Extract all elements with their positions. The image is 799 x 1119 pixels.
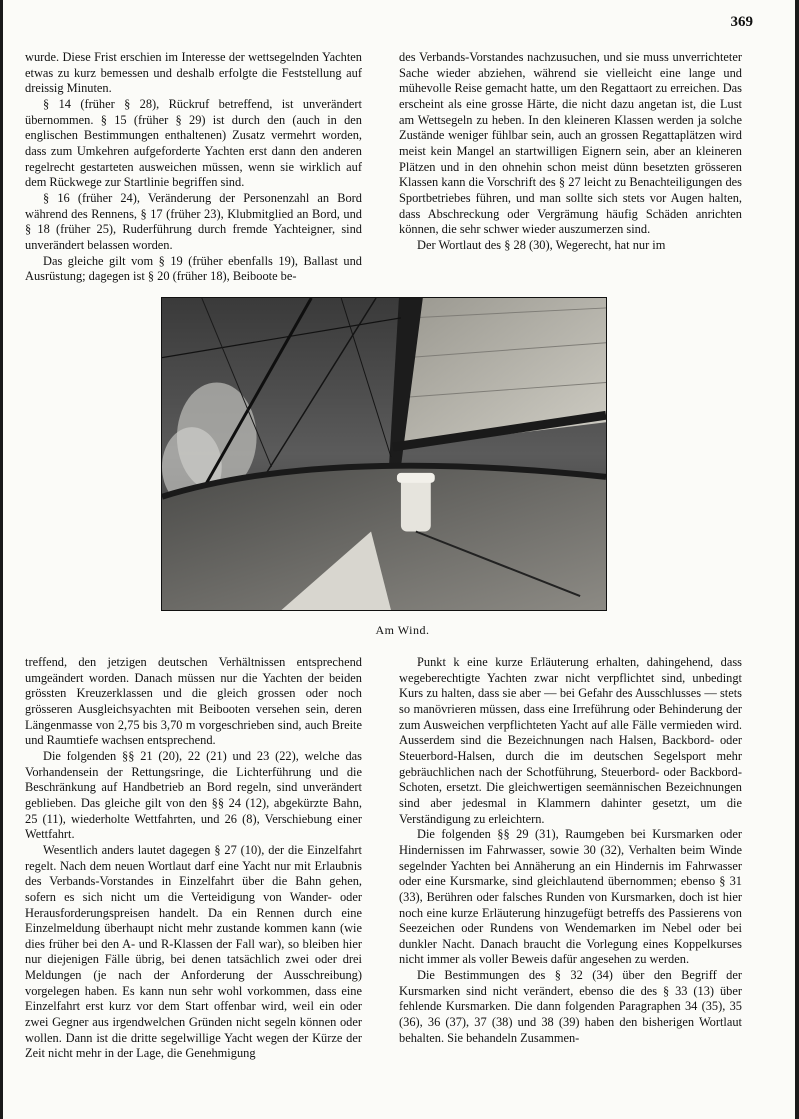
- paragraph: Die folgenden §§ 29 (31), Raumgeben bei Kursmarken oder Hindernissen im Fahrwasser, sowie 30 (32), Verhalten beim Winde segelnder Yachten bei Annäherung an ein Hindernis im Fahrwasser oder eine Kursmarke, sind gleichlautend übernommen; ebenso § 31 (33), Berühren oder falsches Runden von Kursmarken, doch ist hier noch eine kurze Erläuterung hinzugefügt betreffs des Passierens von Seezeichen oder Rundens von Wendemarken im Nebel oder bei dunkler Nacht. Danach braucht die Vorlegung eines Koppelkurses nicht immer als voller Beweis dafür angesehen zu werden.: [399, 827, 742, 967]
- figure-caption: Am Wind.: [375, 623, 430, 637]
- paragraph: Das gleiche gilt vom § 19 (früher ebenfalls 19), Ballast und Ausrüstung; dagegen ist § 20 (früher 18), Beiboote be-: [25, 253, 362, 284]
- paragraph: § 14 (früher § 28), Rückruf betreffend, ist unverändert übernommen. § 15 (früher § 29) ist durch den (auch in den englischen Bestimmungen enthaltenen) Zusatz vermehrt worden, dass zum Umkehren aufgeforderte Yachten erst dann den anderen regelrecht gestarteten ausweichen müssen, wenn sie wirklich auf dem Rückwege zur Startlinie begriffen sind.: [25, 96, 362, 190]
- paragraph: wurde. Diese Frist erschien im Interesse der wettsegelnden Yachten etwas zu kurz bemessen und deshalb erfolgte die Feststellung auf dreissig Minuten.: [25, 50, 362, 96]
- photo-figure: [161, 297, 607, 611]
- text-column-bottom-right: [399, 655, 742, 1046]
- paragraph: Die folgenden §§ 21 (20), 22 (21) und 23 (22), welche das Vorhandensein der Rettungsringe, die Lichterführung und die Beschränkung auf Handbetrieb an Bord regeln, sind unverändert geblieben. Das gleiche gilt von den §§ 24 (12), abgekürzte Bahn, 25 (11), wiederholte Wettfahrten, und 26 (8), Verschiebung einer Wettfahrt.: [25, 748, 362, 842]
- page-number: 369: [730, 14, 753, 30]
- text-column-bottom-left: [25, 655, 362, 1062]
- paragraph: Die Bestimmungen des § 32 (34) über den Begriff der Kursmarken sind nicht verändert, ebenso die des § 33 (13) über fehlende Kursmarken. Die dann folgenden Paragraphen 34 (35), 35 (36), 36 (37), 37 (38) und 38 (39) haben den bisherigen Wortlaut behalten. Sie behandeln Zusammen-: [399, 968, 742, 1045]
- paragraph: des Verbands-Vorstandes nachzusuchen, und sie muss unverrichteter Sache wieder abziehen, während sie vielleicht eine lange und mühevolle Reise gemacht hatte, um den Regattaort zu erreichen. Das erscheint als eine grosse Härte, die nicht dazu angetan ist, die Lust am Wettsegeln zu heben. In den kleineren Klassen werden ja solche Zustände weniger fühlbar sein, auch an grossen Regattaplätzen wird meist kein Mangel an startwilligen Eignern sein, aber an kleineren Plätzen und in den ohnehin schon meist dünn besetzten grösseren Klassen kann die Vorschrift des § 27 leicht zu Benachteiligungen des Sportbetriebes führen, und man sollte sich stets vor Augen halten, dass Abschreckung oder Vergrämung häufig Schäden anrichten können, die sehr schwer wieder auszumerzen sind.: [399, 50, 742, 237]
- paragraph: § 16 (früher 24), Veränderung der Personenzahl an Bord während des Rennens, § 17 (früher 23), Klubmitglied an Bord, und § 18 (früher 25), Ruderführung durch fremde Yachteigner, sind unverändert belassen worden.: [25, 190, 362, 252]
- paragraph: Der Wortlaut des § 28 (30), Wegerecht, hat nur im: [417, 237, 666, 252]
- paragraph: Punkt k eine kurze Erläuterung erhalten, dahingehend, dass wegeberechtigte Yachten zwar nicht verpflichtet sind, unbedingt Kurs zu halten, dass sie aber — bei Gefahr des Ausschlusses — stets so manövrieren müssen, dass eine Irreführung oder Behinderung der zum Ausweichen verpflichteten Yacht auf alle Fälle vermieden wird. Ausserdem sind die Bezeichnungen nach Halsen, Backbord- oder Steuerbord-Halsen, durch die im deutschen Segelsport mehr gebräuchlichen nach der Schotführung, Steuerbord- oder Backbord-Schoten, ersetzt. Die gleichwertigen seemännischen Bezeichnungen sind aber jedesmal in Klammern dahinter gesetzt, um die Verständigung zu erleichtern.: [399, 655, 742, 826]
- paragraph: treffend, den jetzigen deutschen Verhältnissen entsprechend umgeändert worden. Danach müssen nur die Yachten der beiden grössten Kreuzerklassen und die gleich grossen oder noch grösseren Ausgleichsyachten mit Beibooten versehen sein, deren Längenmasse von 2,75 bis 3,70 m vorgeschrieben sind, auch Breite und Raumtiefe wachsen entsprechend.: [25, 655, 362, 748]
- text-column-top-left: [25, 50, 362, 285]
- text-column-top-right: [399, 50, 742, 254]
- paragraph: Wesentlich anders lautet dagegen § 27 (10), der die Einzelfahrt regelt. Nach dem neuen Wortlaut darf eine Yacht nur mit Erlaubnis des Verbands-Vorstandes in Einzelfahrt über die Bahn gehen, sofern es sich nicht um die Verteidigung von Wander- oder Herausforderungspreisen handelt. Da ein Rennen durch eine Einzelmeldung überhaupt nicht mehr zustande kommen kann (wie dies früher bei den A- und R-Klassen der Fall war), so bleiben hier nur diejenigen Fälle übrig, bei denen tatsächlich zwei oder drei Meldungen (je nach der Anforderung der Ausschreibung) vorgelegen haben. Es kann nun sehr wohl vorkommen, dass eine Einzelfahrt erst kurz vor dem Start offenbar wird, weil ein oder zwei Gegner aus irgendwelchen Gründen nicht segeln können oder wollen. Dann ist die dritte segelwillige Yacht wegen der Kürze der Zeit nicht mehr in der Lage, die Genehmigung: [25, 842, 362, 1061]
- sailing-yacht-photo: [162, 298, 606, 610]
